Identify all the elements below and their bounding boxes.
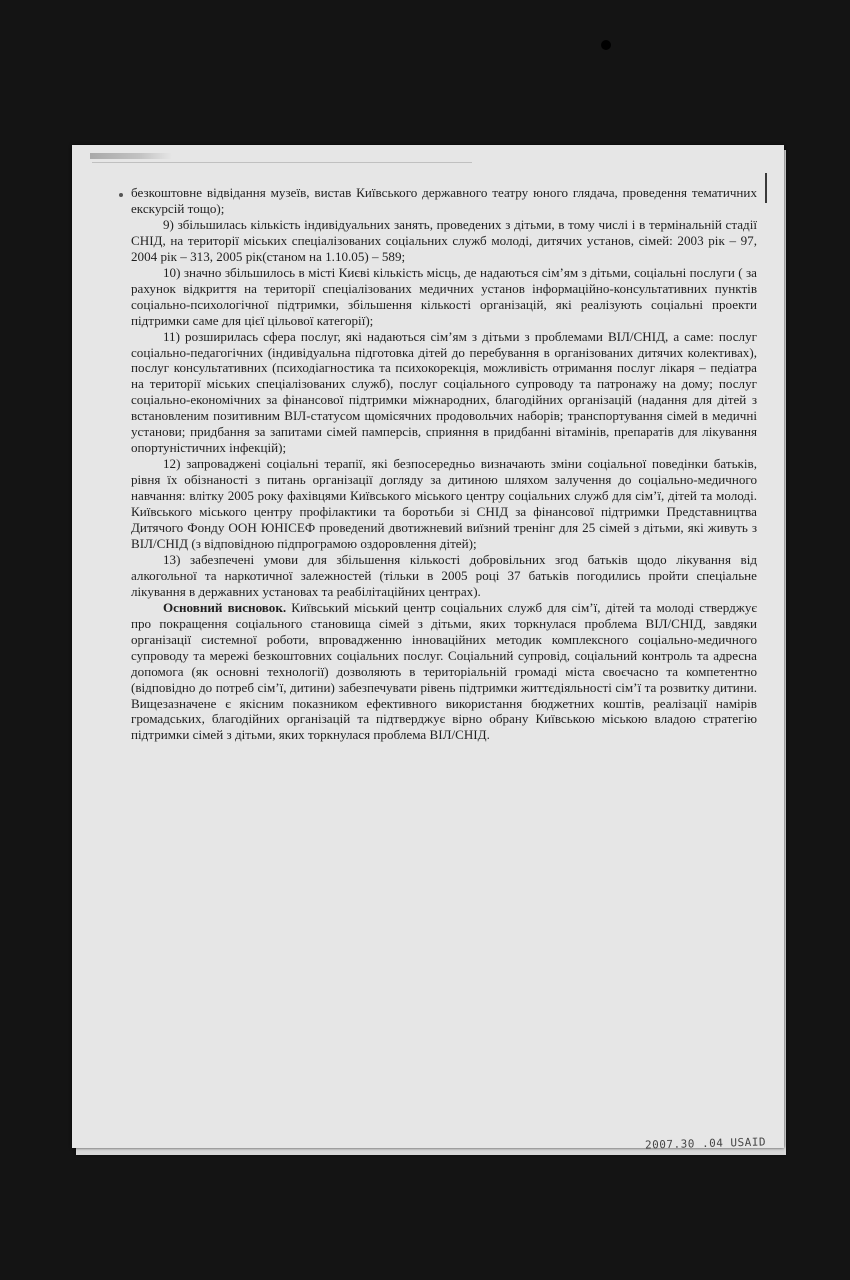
header-smudge <box>90 153 172 159</box>
conclusion-text: Київський міський центр соціальних служб для сім’ї, дітей та молоді стверджує про покращення соціального становища сімей з дітьми, яких торкнулася проблема ВІЛ/СНІД, завдяки організації системної роботи, впровадженню інноваційних методик комплексного соціально-медичного супроводу та мережі безкоштовних соціальних послуг. Соціальний супровід, соціальний контроль та адресна допомога (як основні технології) дозволяють в територіальній громаді міста своєчасно та компетентно (відповідно до потреб сім’ї, дитини) забезпечувати рівень підтримки життєдіяльності сім’ї та розвитку дитини. Вищезазначене є якісним показником ефективного використання бюджетних коштів, реалізації намірів громадських, благодійних організацій та підтверджує вірно обрану Київською міською владою стратегію підтримки сімей з дітьми, яких торкнулася проблема ВІЛ/СНІД. <box>131 599 757 743</box>
item-13: 13) забезпечені умови для збільшення кількості добровільних згод батьків щодо лікування від алкогольної та наркотичної залежностей (тільки в 2005 році 37 батьків погодились пройти спеціальне лікування в державних установах та реабілітаційних центрах). <box>131 551 757 599</box>
handwritten-note: 2007.30 .04 USAID <box>644 1135 767 1152</box>
header-rule <box>92 162 472 163</box>
item-12: 12) запроваджені соціальні терапії, які безпосередньо визначають зміни соціальної поведінки батьків, рівня їх обізнаності з питань організації догляду за дитиною шляхом залучення до соціально-медичного навчання: влітку 2005 року фахівцями Київського міського центру соціальних служб для сім’ї, дітей та молоді. Київського міського центру профілактики та боротьби зі СНІД за фінансової підтримки Представництва Дитячого Фонду ООН ЮНІСЕФ проведений двотижневий виїзний тренінг для 25 сімей з дітьми, які живуть з ВІЛ/СНІД (з відповідною підпрограмою оздоровлення дітей); <box>131 456 757 551</box>
item-8-tail: безкоштовне відвідання музеїв, вистав Київського державного театру юного глядача, проведення тематичних екскурсій тощо); <box>131 185 757 216</box>
item-11: 11) розширилась сфера послуг, які надаються сім’ям з дітьми з проблемами ВІЛ/СНІД, а саме: послуг соціально-педагогічних (індивідуальна підготовка дітей до перебування в організованих дитячих колективах), послуг консультативних (психодіагностика та психокорекція, можливість отримання послуг лікаря – педіатра на території міських спеціалізованих служб), послуг соціального супроводу та патронажу на дому; послуг соціально-економічних за фінансової підтримки міжнародних, благодійних організацій (надання для дітей з встановленим позитивним ВІЛ-статусом щомісячних продовольчих наборів; транспортування сімей в медичні установи; придбання за запитами сімей памперсів, сприяння в придбанні вітамінів, препаратів для лікування опортуністичних інфекцій); <box>131 328 757 456</box>
bullet-dot <box>119 193 123 197</box>
margin-mark <box>765 173 767 203</box>
item-10: 10) значно збільшилось в місті Києві кількість місць, де надаються сім’ям з дітьми, соціальні послуги ( за рахунок відкриття на території спеціалізованих медичних установ інформаційно-консультативних пунктів соціально-психологічної підтримки, збільшення кількості організацій, які реалізують соціальні проекти підтримки саме для цієї цільової категорії); <box>131 264 757 328</box>
item-9: 9) збільшилась кількість індивідуальних занять, проведених з дітьми, в тому числі і в термінальній стадії СНІД, на території міських спеціалізованих соціальних служб молоді, дитячих установ, сімей: 2003 рік – 97, 2004 рік – 313, 2005 рік(станом на 1.10.05) – 589; <box>131 216 757 264</box>
conclusion-heading: Основний висновок. <box>163 599 287 615</box>
dust-speck <box>601 40 611 50</box>
conclusion-paragraph <box>131 600 757 744</box>
document-page <box>72 145 784 1148</box>
document-body <box>131 185 757 743</box>
